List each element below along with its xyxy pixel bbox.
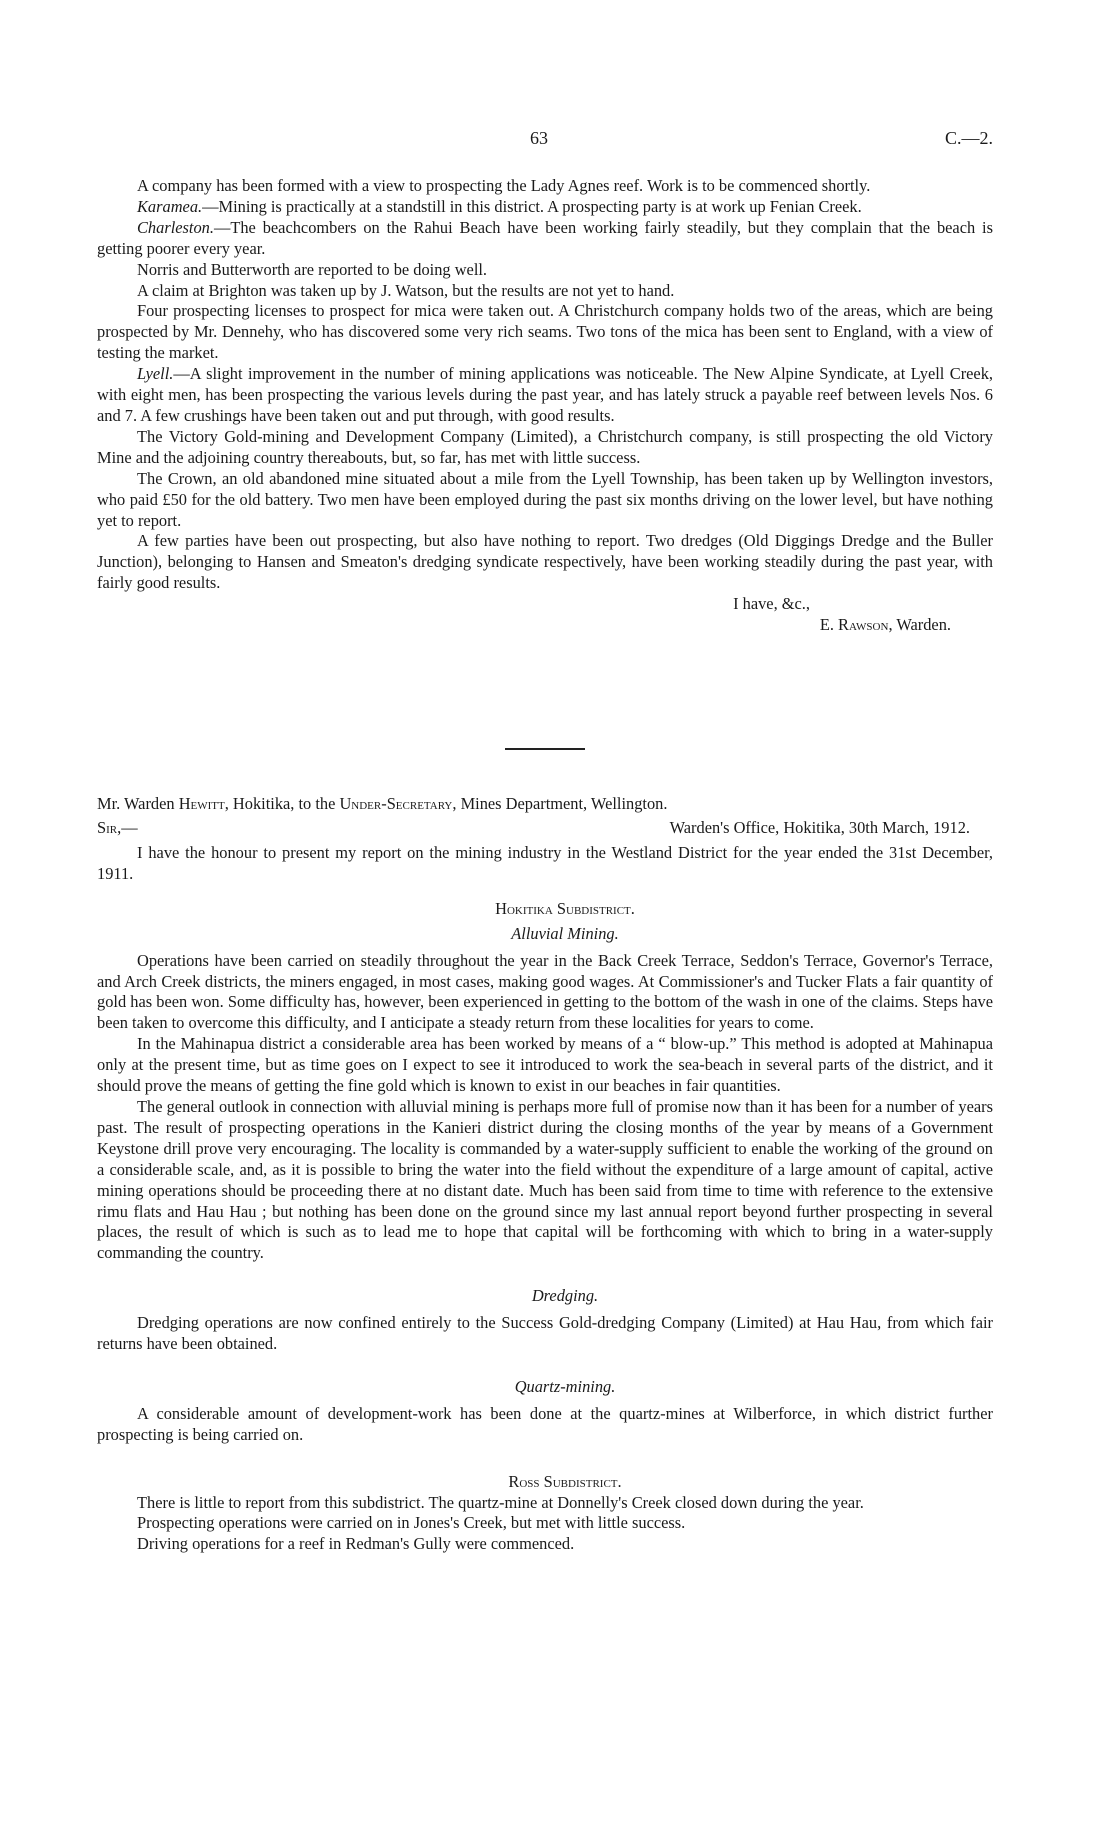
paragraph: Driving operations for a reef in Redman's Gully were commenced. [137, 1534, 575, 1554]
paragraph: Operations have been carried on steadily throughout the year in the Back Creek Terrace, Seddon's Terrace, Governor's Terrace, and Arch Creek districts, the miners engaged, in most cases, making good wages. At Commissioner's and Tucker Flats a fair quantity of gold has been won. Some difficulty has, however, been experienced in getting to the bottom of the wash in one of the claims. Steps have been taken to overcome this difficulty, and I anticipate a steady return from these localities for years to come. [97, 950, 993, 1033]
paragraph: A considerable amount of development-work has been done at the quartz-mines at Wilberforce, in which district further prospecting is being carried on. [97, 1403, 993, 1444]
section-divider [505, 748, 585, 750]
section-heading-hokitika: Hokitika Subdistrict. [495, 898, 635, 918]
paragraph: A claim at Brighton was taken up by J. Watson, but the results are not yet to hand. [137, 280, 675, 300]
paragraph: Four prospecting licenses to prospect for mica were taken out. A Christchurch company holds two of the areas, which are being prospected by Mr. Dennehy, who has discovered some very rich seams. Two tons of the mica has been sent to England, with a view of testing the market. [97, 301, 993, 363]
paragraph: The Crown, an old abandoned mine situated about a mile from the Lyell Township, has been taken up by Wellington investors, who paid £50 for the old battery. Two men have been employed during the past six months driving on the lower level, but have nothing yet to report. [97, 468, 993, 530]
closing-line: I have, &c., [733, 594, 810, 614]
paragraph: Dredging operations are now confined entirely to the Success Gold-dredging Company (Limited) at Hau Hau, from which fair returns have been obtained. [97, 1313, 993, 1354]
office-dateline: Warden's Office, Hokitika, 30th March, 1912. [669, 818, 970, 837]
subheading-alluvial: Alluvial Mining. [511, 923, 619, 943]
paragraph: Prospecting operations were carried on in Jones's Creek, but met with little success. [137, 1513, 686, 1533]
signature [97, 615, 993, 636]
report-reference: C.—2. [944, 128, 993, 148]
sender-name: Hewitt [178, 794, 225, 813]
page-header [0, 128, 1114, 152]
district-label: Charleston. [137, 217, 214, 237]
paragraph-lyell: Lyell.—A slight improvement in the number of mining applications was noticeable. The New Alpine Syndicate, at Lyell Creek, with eight men, has been prospecting the various levels during the past year, and has lately struck a payable reef between levels Nos. 6 and 7. A few crushings have been taken out and put through, with good results. [97, 364, 993, 425]
paragraph: A few parties have been out prospecting, but also have nothing to report. Two dredges (Old Diggings Dredge and the Buller Junction), belonging to Hansen and Smeaton's dredging syndicate respectively, have been working steadily during the past year, with fairly good results. [97, 531, 993, 593]
paragraph: In the Mahinapua district a considerable area has been worked by means of a “ blow-up.” This method is adopted at Mahinapua only at the present time, but as time goes on I expect to see it introduced to work the sea-beach in several parts of the district, and it should prove the means of getting the fine gold which is known to exist in our beaches in fair quantities. [97, 1034, 993, 1096]
salutation-line [97, 818, 993, 840]
letter-address-line: Mr. Warden Hewitt, Hokitika, to the Under-Secretary, Mines Department, Wellington. [97, 794, 668, 813]
paragraph: Norris and Butterworth are reported to be doing well. [137, 259, 488, 279]
westland-report [97, 843, 993, 1555]
page-number: 63 [530, 128, 548, 148]
subheading-quartz: Quartz-mining. [514, 1376, 616, 1396]
subheading-dredging: Dredging. [531, 1286, 599, 1306]
district-label: Karamea. [137, 196, 203, 216]
signatory-name: E. Rawson [819, 615, 889, 635]
intro-paragraph: I have the honour to present my report on the mining industry in the Westland District for the year ended the 31st December, 1911. [97, 843, 993, 883]
paragraph: The general outlook in connection with alluvial mining is perhaps more full of promise now than it has been for a number of years past. The result of prospecting operations in the Kanieri district during the closing months of the year by means of a Government Keystone drill prove very encouraging. The locality is commanded by a water-supply sufficient to enable the working of the ground on a considerable scale, and, as it is possible to bring the water into the field without the expenditure of a large amount of capital, active mining operations should be proceeding there at no distant date. Much has been said from time to time with reference to the extensive rimu flats and Hau Hau ; but nothing has been done on the ground since my last annual report beyond further prospecting in several places, the result of which is such as to lead me to hope that capital will be forthcoming with which to bring in a water-supply commanding the country. [97, 1096, 993, 1263]
paragraph: There is little to report from this subdistrict. The quartz-mine at Donnelly's Creek closed down during the year. [137, 1492, 864, 1512]
district-label: Lyell. [137, 364, 174, 384]
paragraph: A company has been formed with a view to prospecting the Lady Agnes reef. Work is to be commenced shortly. [137, 176, 871, 195]
paragraph-charleston: Charleston.—The beachcombers on the Rahui Beach have been working fairly steadily, but they complain that the beach is getting poorer every year. [97, 217, 993, 258]
salutation: Sir,— [97, 818, 138, 837]
section-heading-ross: Ross Subdistrict. [508, 1471, 622, 1491]
paragraph-karamea: Karamea.—Mining is practically at a standstill in this district. A prospecting party is at work up Fenian Creek. [137, 196, 862, 216]
recipient-name: Under-Secretary [339, 794, 453, 813]
buller-report-continuation [97, 176, 993, 636]
signatory-title: , Warden. [888, 615, 951, 635]
paragraph: The Victory Gold-mining and Development Company (Limited), a Christchurch company, is still prospecting the old Victory Mine and the adjoining country thereabouts, but, so far, has met with little success. [97, 426, 993, 467]
